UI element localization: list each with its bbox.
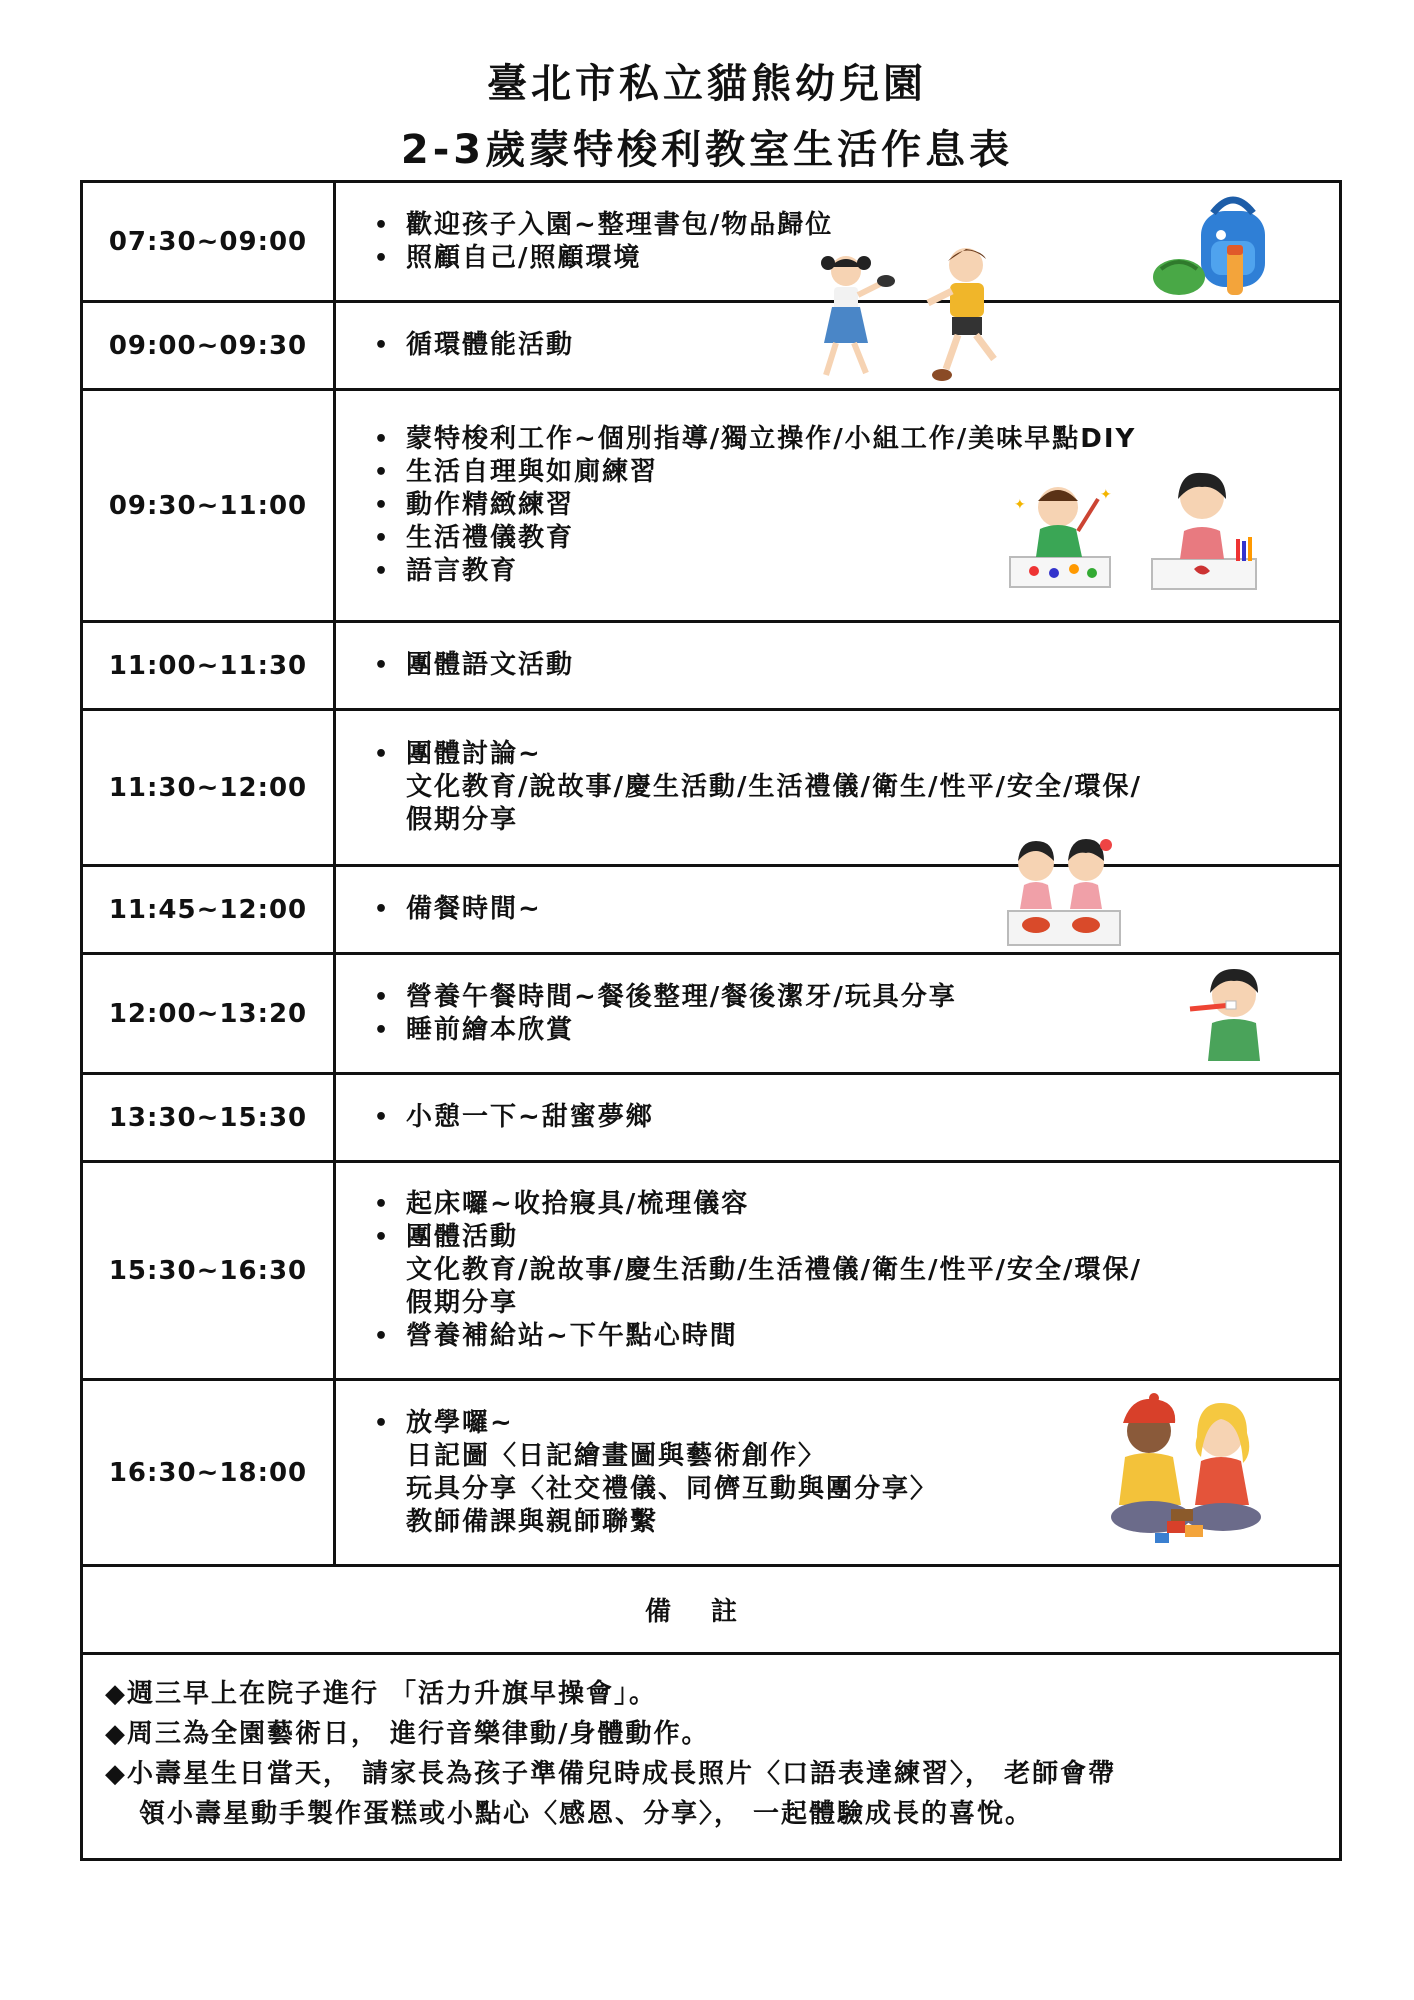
activity-item: • 蒙特梭利工作~個別指導/獨立操作/小組工作/美味早點DIY: [406, 423, 1339, 456]
time-cell: 09:30~11:00: [82, 390, 335, 622]
activity-item: • 備餐時間~: [406, 893, 1339, 926]
activity-item-detail: 教師備課與親師聯繫: [406, 1506, 659, 1537]
table-row: [82, 1654, 1341, 1860]
table-row: [82, 1074, 1341, 1162]
activity-item-detail: 文化教育/說故事/慶生活動/生活禮儀/衛生/性平/安全/環保/: [406, 772, 1142, 802]
activity-item-detail: 日記圖〈日記繪畫圖與藝術創作〉: [406, 1440, 827, 1471]
time-cell: 07:30~09:00: [82, 182, 335, 302]
activity-cell: [335, 182, 1341, 302]
activity-item: • 歡迎孩子入園~整理書包/物品歸位: [406, 209, 1339, 242]
notes-body: [82, 1654, 1341, 1860]
activity-item-text: 團體活動: [406, 1222, 519, 1252]
time-cell: 16:30~18:00: [82, 1380, 335, 1566]
toothbrushing-child-icon: [1186, 965, 1276, 1065]
backpack-icon: [1151, 189, 1281, 301]
activity-cell: [335, 954, 1341, 1074]
table-row: [82, 390, 1341, 622]
notes-heading: 備註: [82, 1566, 1341, 1654]
table-row: [82, 1162, 1341, 1380]
activity-item-text: 團體討論~: [406, 739, 542, 769]
table-row: [82, 622, 1341, 710]
time-cell: 13:30~15:30: [82, 1074, 335, 1162]
activity-item: • 團體語文活動: [406, 649, 1339, 682]
note-line: ◆小壽星生日當天， 請家長為孩子準備兒時成長照片〈口語表達練習〉， 老師會帶: [105, 1758, 1117, 1789]
activity-item: • 生活自理與如廁練習: [406, 456, 1339, 489]
svg-text:✦: ✦: [1014, 497, 1026, 513]
schedule-table: [80, 180, 1342, 1861]
eating-children-icon: [1004, 833, 1124, 951]
activity-item-detail: 玩具分享〈社交禮儀、同儕互動與團分享〉: [406, 1473, 939, 1504]
activity-cell: [335, 1380, 1341, 1566]
note-line: 領小壽星動手製作蛋糕或小點心〈感恩、分享〉， 一起體驗成長的喜悅。: [139, 1798, 1034, 1829]
activity-cell: [335, 866, 1341, 954]
time-cell: 15:30~16:30: [82, 1162, 335, 1380]
activity-item-detail: 假期分享: [406, 1288, 519, 1318]
note-line: ◆周三為全園藝術日， 進行音樂律動/身體動作。: [105, 1718, 710, 1749]
table-row: [82, 954, 1341, 1074]
activity-item: • 睡前繪本欣賞: [406, 1014, 1339, 1047]
activity-item-detail: 文化教育/說故事/慶生活動/生活禮儀/衛生/性平/安全/環保/: [406, 1255, 1142, 1285]
time-cell: 11:00~11:30: [82, 622, 335, 710]
activity-cell: [335, 710, 1341, 866]
activity-item: • 營養補給站~下午點心時間: [406, 1320, 1339, 1353]
activity-cell: [335, 622, 1341, 710]
svg-text:✦: ✦: [1100, 487, 1112, 503]
activity-item: [406, 738, 1339, 837]
table-row: [82, 710, 1341, 866]
activity-cell: [335, 302, 1341, 390]
activity-item: • 營養午餐時間~餐後整理/餐後潔牙/玩具分享: [406, 981, 1339, 1014]
table-row: [82, 1380, 1341, 1566]
time-cell: 12:00~13:20: [82, 954, 335, 1074]
activity-item-detail: 假期分享: [406, 805, 519, 835]
time-cell: 11:30~12:00: [82, 710, 335, 866]
activity-item: • 生活禮儀教育: [406, 522, 1339, 555]
activity-item: • 小憩一下~甜蜜夢鄉: [406, 1101, 1339, 1134]
playing-children-icon: [1101, 1393, 1271, 1549]
table-row: [82, 866, 1341, 954]
time-cell: 09:00~09:30: [82, 302, 335, 390]
schedule-title: 2-3歲蒙特梭利教室生活作息表: [400, 127, 1014, 173]
activity-cell: [335, 1162, 1341, 1380]
time-cell: 11:45~12:00: [82, 866, 335, 954]
school-name: 臺北市私立貓熊幼兒園: [487, 61, 927, 107]
painting-children-icon: [1004, 469, 1264, 599]
table-row: [82, 302, 1341, 390]
activity-item: • 語言教育: [406, 555, 1339, 588]
activity-item: • 起床囉~收拾寢具/梳理儀容: [406, 1188, 1339, 1221]
activity-item: • 照顧自己/照顧環境: [406, 242, 1339, 275]
activity-item: • 動作精緻練習: [406, 489, 1339, 522]
activity-item-text: 放學囉~: [406, 1407, 514, 1438]
activity-cell: [335, 1074, 1341, 1162]
activity-item: [406, 1221, 1339, 1320]
activity-cell: [335, 390, 1341, 622]
activity-item: • 循環體能活動: [406, 329, 1339, 362]
note-line: ◆週三早上在院子進行 「活力升旗早操會」。: [105, 1678, 658, 1709]
table-row: [82, 182, 1341, 302]
table-row: [82, 1566, 1341, 1654]
